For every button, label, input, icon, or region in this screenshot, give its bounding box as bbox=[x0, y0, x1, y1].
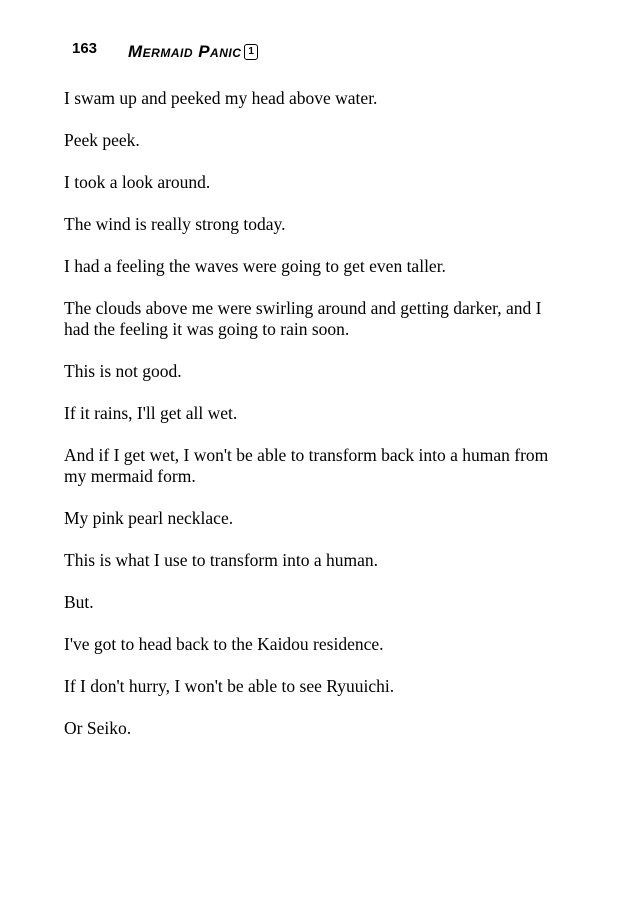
page-number: 163 bbox=[72, 40, 98, 57]
volume-badge: 1 bbox=[244, 44, 258, 60]
paragraph: This is not good. bbox=[64, 361, 182, 381]
paragraph: Peek peek. bbox=[64, 130, 140, 150]
paragraph: If I don't hurry, I won't be able to see Ryuuichi. bbox=[64, 676, 395, 696]
paragraph: I swam up and peeked my head above water. bbox=[64, 88, 378, 108]
paragraph: I've got to head back to the Kaidou residence. bbox=[64, 634, 384, 654]
page-body bbox=[64, 88, 564, 760]
paragraph: The clouds above me were swirling around and getting darker, and I had the feeling it was going to rain soon. bbox=[64, 298, 542, 339]
paragraph: I took a look around. bbox=[64, 172, 211, 192]
paragraph: And if I get wet, I won't be able to transform back into a human from my mermaid form. bbox=[64, 445, 549, 486]
paragraph: I had a feeling the waves were going to get even taller. bbox=[64, 256, 446, 276]
page-header bbox=[0, 0, 626, 80]
paragraph: Or Seiko. bbox=[64, 718, 132, 738]
book-title: Mermaid Panic bbox=[128, 42, 242, 61]
paragraph: The wind is really strong today. bbox=[64, 214, 286, 234]
paragraph: But. bbox=[64, 592, 94, 612]
paragraph: If it rains, I'll get all wet. bbox=[64, 403, 238, 423]
running-title bbox=[128, 42, 258, 62]
paragraph: This is what I use to transform into a human. bbox=[64, 550, 378, 570]
paragraph: My pink pearl necklace. bbox=[64, 508, 234, 528]
